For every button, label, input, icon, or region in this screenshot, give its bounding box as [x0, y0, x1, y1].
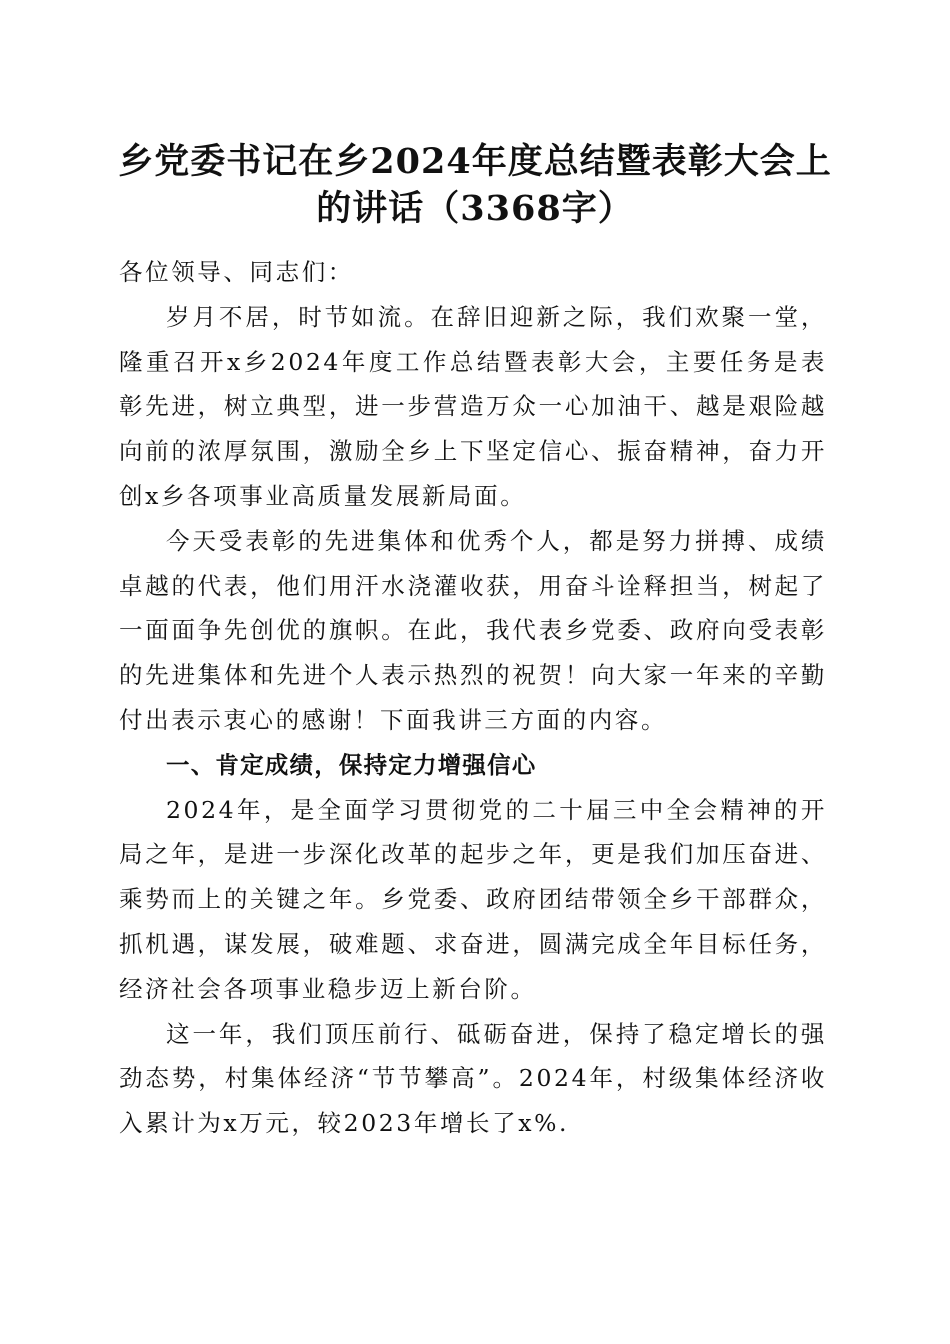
salutation: 各位领导、同志们：	[119, 258, 354, 286]
paragraph-opening: 岁月不居，时节如流。在辞旧迎新之际，我们欢聚一堂，隆重召开x乡2024年度工作总结暨表彰大会，主要任务是表彰先进，树立典型，进一步营造万众一心加油干、越是艰险越向前的浓厚氛围，激励全乡上下坚定信心、振奋精神，奋力开创x乡各项事业高质量发展新局面。	[119, 302, 827, 510]
document-title	[110, 138, 840, 232]
title-line-1: 乡党委书记在乡2024年度总结暨表彰大会上	[118, 141, 832, 182]
title-line-2: 的讲话（3368字）	[316, 188, 634, 229]
section-heading-1: 一、肯定成绩，保持定力增强信心	[166, 750, 537, 779]
paragraph-section1-economy: 这一年，我们顶压前行、砥砺奋进，保持了稳定增长的强劲态势，村集体经济“节节攀高”。2024年，村级集体经济收入累计为x万元，较2023年增长了x%.	[119, 1019, 827, 1138]
paragraph-congratulations: 今天受表彰的先进集体和优秀个人，都是努力拼搏、成绩卓越的代表，他们用汗水浇灌收获，用奋斗诠释担当，树起了一面面争先创优的旗帜。在此，我代表乡党委、政府向受表彰的先进集体和先进个人表示热烈的祝贺！向大家一年来的辛勤付出表示衷心的感谢！下面我讲三方面的内容。	[119, 526, 827, 734]
document-body	[119, 250, 827, 1146]
paragraph-section1-intro: 2024年，是全面学习贯彻党的二十届三中全会精神的开局之年，是进一步深化改革的起步之年，更是我们加压奋进、乘势而上的关键之年。乡党委、政府团结带领全乡干部群众，抓机遇，谋发展，破难题、求奋进，圆满完成全年目标任务，经济社会各项事业稳步迈上新台阶。	[119, 795, 827, 1003]
